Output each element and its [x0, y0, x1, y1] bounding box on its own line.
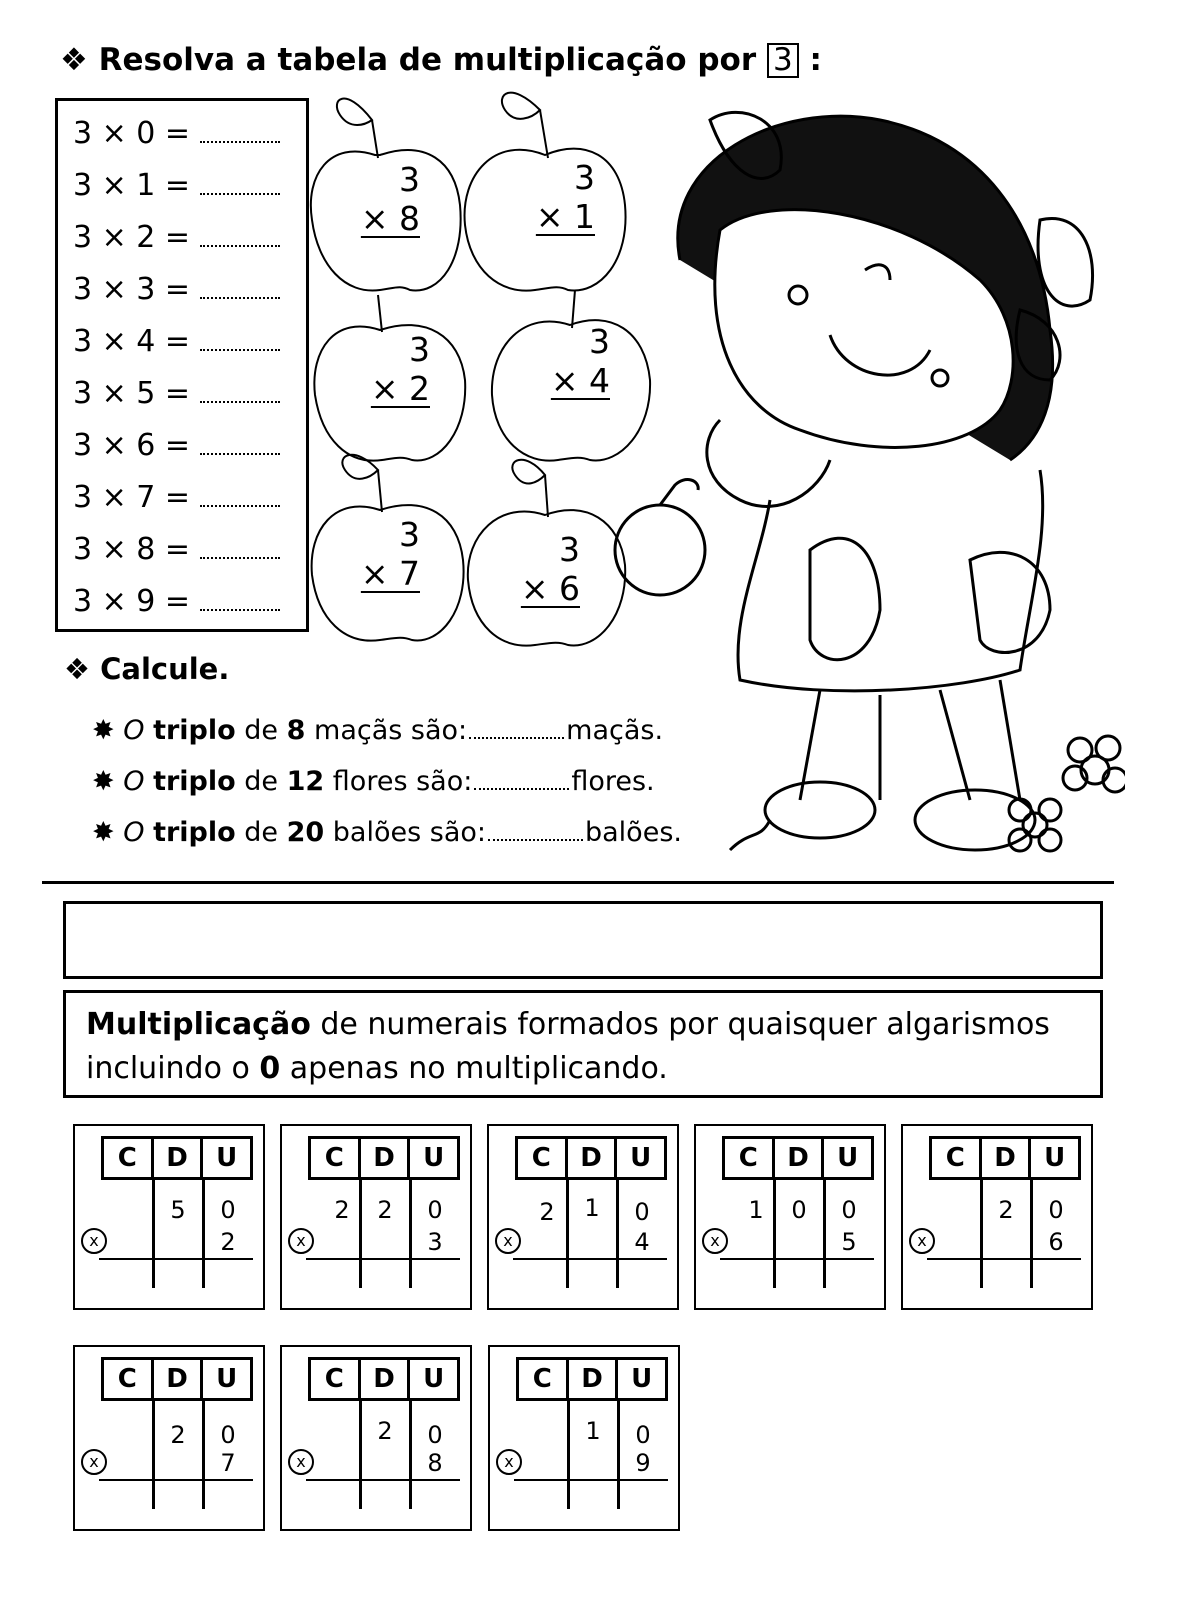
cdu-card: C D U x 5 0 2: [73, 1124, 265, 1310]
answer-blank[interactable]: [200, 193, 280, 195]
cdu-header: C D U: [515, 1136, 667, 1180]
worksheet-title: [60, 42, 822, 78]
cdu-header: C D U: [101, 1136, 253, 1180]
apple-problem: 3 × 4: [550, 322, 610, 400]
answer-blank[interactable]: [488, 839, 583, 841]
flower-icon: [1063, 736, 1125, 792]
apple-problem: 3 × 1: [535, 158, 595, 236]
word-problem: ✸ O triplo de 12 flores são: flores.: [92, 766, 655, 797]
apple-problem: 3 × 6: [520, 530, 580, 608]
table-row: 3 × 0 =: [73, 116, 280, 151]
star-bullet-icon: ✸: [92, 766, 115, 797]
cdu-card: C D U x 2 0 6: [901, 1124, 1093, 1310]
apple-problem: 3 × 8: [360, 160, 420, 238]
cdu-card: C D U x 2 2 0 3: [280, 1124, 472, 1310]
cdu-header: C D U: [929, 1136, 1081, 1180]
multiply-x-icon: x: [288, 1228, 314, 1254]
answer-blank[interactable]: [200, 245, 280, 247]
multiply-x-icon: x: [496, 1449, 522, 1475]
table-row: 3 × 3 =: [73, 272, 280, 307]
cdu-card: C D U x 2 1 0 4: [487, 1124, 679, 1310]
cdu-header: C D U: [516, 1357, 668, 1401]
multiply-x-icon: x: [81, 1449, 107, 1475]
diamond-bullet-icon: ❖: [64, 652, 90, 686]
star-bullet-icon: ✸: [92, 715, 115, 746]
answer-blank[interactable]: [200, 505, 280, 507]
answer-blank[interactable]: [200, 349, 280, 351]
word-problem: ✸ O triplo de 8 maçãs são: maçãs.: [92, 715, 664, 746]
empty-header-box: [63, 901, 1103, 979]
cdu-header: C D U: [722, 1136, 874, 1180]
description-line-2: incluindo o 0 apenas no multiplicando.: [86, 1051, 668, 1086]
title-suffix: :: [809, 42, 822, 78]
answer-blank[interactable]: [200, 609, 280, 611]
title-text: Resolva a tabela de multiplicação por: [98, 42, 757, 78]
multiply-x-icon: x: [909, 1228, 935, 1254]
answer-blank[interactable]: [200, 453, 280, 455]
table-row: 3 × 9 =: [73, 584, 280, 619]
description-line-1: Multiplicação de numerais formados por quaisquer algarismos: [86, 1007, 1050, 1042]
table-row: 3 × 1 =: [73, 168, 280, 203]
diamond-bullet-icon: ❖: [60, 42, 88, 78]
cdu-card: C D U x 2 0 7: [73, 1345, 265, 1531]
multiply-x-icon: x: [495, 1228, 521, 1254]
answer-blank[interactable]: [200, 297, 280, 299]
table-row: 3 × 8 =: [73, 532, 280, 567]
table-row: 3 × 5 =: [73, 376, 280, 411]
table-row: 3 × 6 =: [73, 428, 280, 463]
answer-blank[interactable]: [200, 401, 280, 403]
cdu-header: C D U: [308, 1357, 460, 1401]
cdu-card: C D U x 2 0 8: [280, 1345, 472, 1531]
calcule-heading: ❖ Calcule.: [64, 652, 230, 686]
apple-problem: 3 × 2: [370, 330, 430, 408]
answer-blank[interactable]: [200, 557, 280, 559]
multiply-x-icon: x: [81, 1228, 107, 1254]
multiply-x-icon: x: [702, 1228, 728, 1254]
cdu-header: C D U: [308, 1136, 460, 1180]
cdu-card: C D U x 1 0 0 5: [694, 1124, 886, 1310]
word-problem: ✸ O triplo de 20 balões são: balões.: [92, 817, 682, 848]
girl-illustration: [580, 80, 1125, 890]
title-number-box: 3: [767, 43, 799, 78]
table-row: 3 × 7 =: [73, 480, 280, 515]
answer-blank[interactable]: [474, 788, 569, 790]
answer-blank[interactable]: [200, 141, 280, 143]
multiplication-table-box: [55, 98, 309, 632]
multiply-x-icon: x: [288, 1449, 314, 1475]
table-row: 3 × 2 =: [73, 220, 280, 255]
cdu-card: C D U x 1 0 9: [488, 1345, 680, 1531]
star-bullet-icon: ✸: [92, 817, 115, 848]
answer-blank[interactable]: [469, 737, 564, 739]
description-box: [63, 990, 1103, 1098]
cdu-header: C D U: [101, 1357, 253, 1401]
table-row: 3 × 4 =: [73, 324, 280, 359]
section-divider: [42, 881, 1114, 884]
apple-problem: 3 × 7: [360, 515, 420, 593]
